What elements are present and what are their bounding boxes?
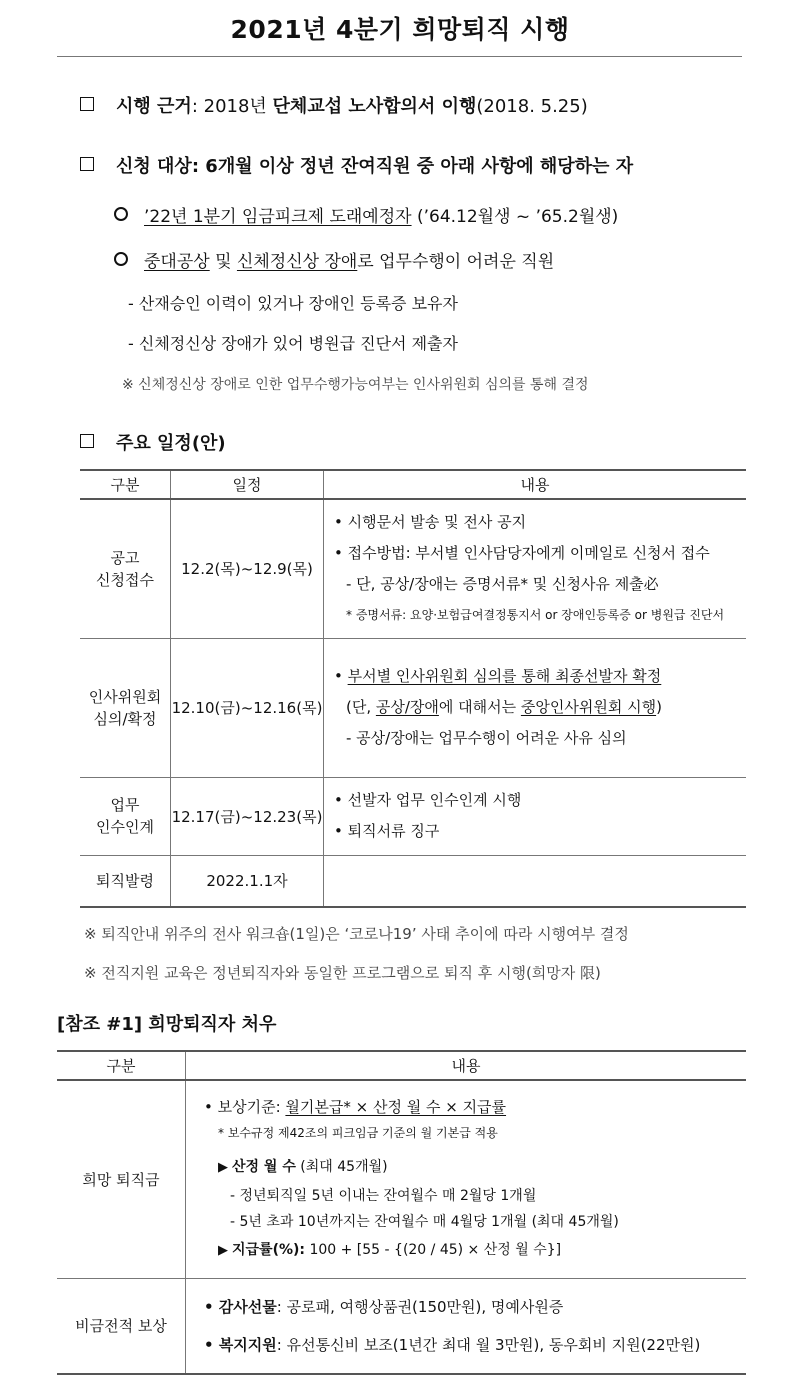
basis-doc: 단체교섭 노사합의서 이행 bbox=[272, 96, 477, 117]
title-divider bbox=[57, 56, 742, 57]
target-item-1-underlined: ’22년 1분기 임금피크제 도래예정자 bbox=[144, 207, 412, 227]
schedule-content bbox=[324, 499, 747, 638]
content-line: - 정년퇴직일 5년 이내는 잔여월수 매 2월당 1개월 bbox=[230, 1188, 537, 1205]
circle-bullet-icon bbox=[114, 252, 128, 266]
content-line: • 퇴직서류 징구 bbox=[334, 822, 440, 840]
content-text: 에 대해서는 bbox=[438, 698, 521, 716]
page-title: 2021년 4분기 희망퇴직 시행 bbox=[230, 15, 570, 44]
content-footnote: * 보수규정 제42조의 피크임금 기준의 월 기본급 적용 bbox=[218, 1126, 498, 1141]
section-schedule bbox=[80, 429, 226, 455]
schedule-table bbox=[80, 469, 746, 908]
schedule-content bbox=[324, 777, 747, 855]
note-2: ※ 전직지원 교육은 정년퇴직자와 동일한 프로그램으로 퇴직 후 시행(희망자 限) bbox=[84, 964, 601, 982]
schedule-date: 2022.1.1자 bbox=[171, 855, 324, 907]
section-target bbox=[80, 152, 633, 178]
content-line bbox=[204, 1326, 746, 1364]
ref-category: 비금전적 보상 bbox=[57, 1278, 186, 1374]
content-underlined: 월기본급* × 산정 월 수 × 지급률 bbox=[285, 1098, 507, 1117]
schedule-date: 12.17(금)~12.23(목) bbox=[171, 777, 324, 855]
note-1: ※ 퇴직안내 위주의 전사 워크숍(1일)은 ‘코로나19’ 사태 추이에 따라 시행여부 결정 bbox=[84, 925, 629, 943]
content-line bbox=[204, 1092, 746, 1122]
target-item-2 bbox=[114, 247, 554, 272]
content-underlined: 공상/장애 bbox=[375, 698, 439, 716]
content-line: • 시행문서 발송 및 전사 공지 bbox=[334, 512, 527, 531]
basis-label: 시행 근거 bbox=[116, 96, 192, 117]
square-bullet-icon bbox=[80, 434, 94, 448]
ref-content bbox=[186, 1278, 747, 1374]
schedule-content bbox=[324, 638, 747, 777]
schedule-header-row bbox=[80, 470, 746, 499]
table-row bbox=[80, 855, 746, 907]
ref-header-content: 내용 bbox=[186, 1051, 747, 1080]
content-line: • 선발자 업무 인수인계 시행 bbox=[334, 791, 522, 809]
schedule-date: 12.2(목)~12.9(목) bbox=[171, 499, 324, 638]
target-item-2-u2: 신체정신상 장애 bbox=[236, 252, 358, 272]
table-row bbox=[57, 1278, 746, 1374]
category-line: 신청접수 bbox=[96, 570, 154, 589]
table-row bbox=[80, 499, 746, 638]
ref-header-row bbox=[57, 1051, 746, 1080]
ref-content bbox=[186, 1080, 747, 1278]
ref-header-category: 구분 bbox=[57, 1051, 186, 1080]
category-line: 인사위원회 bbox=[88, 687, 162, 706]
target-item-2-rest: 로 업무수행이 어려운 직원 bbox=[357, 252, 555, 272]
bullet: • bbox=[334, 667, 348, 685]
target-label: 신청 대상 bbox=[116, 156, 192, 177]
content-text: (단, bbox=[346, 698, 376, 716]
circle-bullet-icon bbox=[114, 207, 128, 221]
ref-category: 희망 퇴직금 bbox=[57, 1080, 186, 1278]
target-item-2-mid: 및 bbox=[209, 252, 237, 272]
target-item-1 bbox=[114, 202, 618, 227]
content-underlined: 부서별 인사위원회 심의를 통해 최종선발자 확정 bbox=[347, 667, 662, 685]
content-line bbox=[334, 661, 746, 692]
content-text: : 공로패, 여행상품권(150만원), 명예사원증 bbox=[276, 1297, 564, 1316]
schedule-category bbox=[80, 638, 171, 777]
schedule-header-category: 구분 bbox=[80, 470, 171, 499]
table-row bbox=[80, 777, 746, 855]
basis-date: (2018. 5.25) bbox=[476, 96, 588, 117]
content-underlined: 중앙인사위원회 시행 bbox=[520, 698, 657, 716]
content-line bbox=[334, 692, 746, 723]
content-text: • 보상기준: bbox=[204, 1098, 286, 1117]
content-text: : 유선통신비 보조(1년간 최대 월 3만원), 동우회비 지원(22만원) bbox=[276, 1335, 701, 1354]
category-line: 인수인계 bbox=[96, 818, 154, 836]
content-text: 100 + [55 - {(20 / 45) × 산정 월 수}] bbox=[305, 1242, 562, 1259]
content-line: - 5년 초과 10년까지는 잔여월수 매 4월당 1개월 (최대 45개월) bbox=[230, 1214, 619, 1231]
schedule-label: 주요 일정(안) bbox=[116, 433, 226, 454]
content-text: (최대 45개월) bbox=[295, 1159, 388, 1176]
triangle-icon: ▶ bbox=[218, 1160, 228, 1176]
square-bullet-icon bbox=[80, 97, 94, 111]
schedule-category: 퇴직발령 bbox=[80, 855, 171, 907]
schedule-date: 12.10(금)~12.16(목) bbox=[171, 638, 324, 777]
content-bold: 산정 월 수 bbox=[232, 1159, 296, 1176]
content-text: ) bbox=[656, 698, 662, 716]
target-note: ※ 신체정신상 장애로 인한 업무수행가능여부는 인사위원회 심의를 통해 결정 bbox=[122, 377, 589, 393]
square-bullet-icon bbox=[80, 157, 94, 171]
content-bold: • 감사선물 bbox=[204, 1297, 277, 1316]
table-row bbox=[80, 638, 746, 777]
basis-year: : 2018년 bbox=[191, 96, 273, 117]
section-basis bbox=[80, 92, 588, 118]
target-text: : 6개월 이상 정년 잔여직원 중 아래 사항에 해당하는 자 bbox=[191, 156, 634, 177]
category-line: 업무 bbox=[110, 796, 140, 814]
ref-title: [참조 #1] 희망퇴직자 처우 bbox=[57, 1014, 277, 1035]
schedule-content bbox=[324, 855, 747, 907]
content-footnote: * 증명서류: 요양·보험급여결정통지서 or 장애인등록증 or 병원급 진단서 bbox=[346, 607, 725, 622]
category-line: 공고 bbox=[110, 548, 140, 567]
content-bold: 지급률(%): bbox=[232, 1242, 305, 1259]
target-sub-1: - 산재승인 이력이 있거나 장애인 등록증 보유자 bbox=[128, 294, 458, 313]
schedule-category bbox=[80, 777, 171, 855]
content-line: - 공상/장애는 업무수행이 어려운 사유 심의 bbox=[346, 729, 627, 747]
schedule-category bbox=[80, 499, 171, 638]
target-item-2-u1: 중대공상 bbox=[144, 252, 210, 272]
content-line bbox=[204, 1288, 746, 1326]
category-line: 심의/확정 bbox=[93, 709, 157, 728]
content-bold: • 복지지원 bbox=[204, 1335, 277, 1354]
content-line: • 접수방법: 부서별 인사담당자에게 이메일로 신청서 접수 bbox=[334, 543, 710, 562]
schedule-header-date: 일정 bbox=[171, 470, 324, 499]
content-line bbox=[204, 1152, 746, 1183]
content-line: - 단, 공상/장애는 증명서류* 및 신청사유 제출必 bbox=[346, 574, 659, 593]
content-line bbox=[204, 1235, 746, 1266]
triangle-icon: ▶ bbox=[218, 1243, 228, 1259]
target-item-1-rest: (’64.12월생 ~ ’65.2월생) bbox=[411, 207, 619, 227]
target-sub-2: - 신체정신상 장애가 있어 병원급 진단서 제출자 bbox=[128, 334, 458, 353]
schedule-header-content: 내용 bbox=[324, 470, 747, 499]
ref-table bbox=[57, 1050, 746, 1375]
table-row bbox=[57, 1080, 746, 1278]
